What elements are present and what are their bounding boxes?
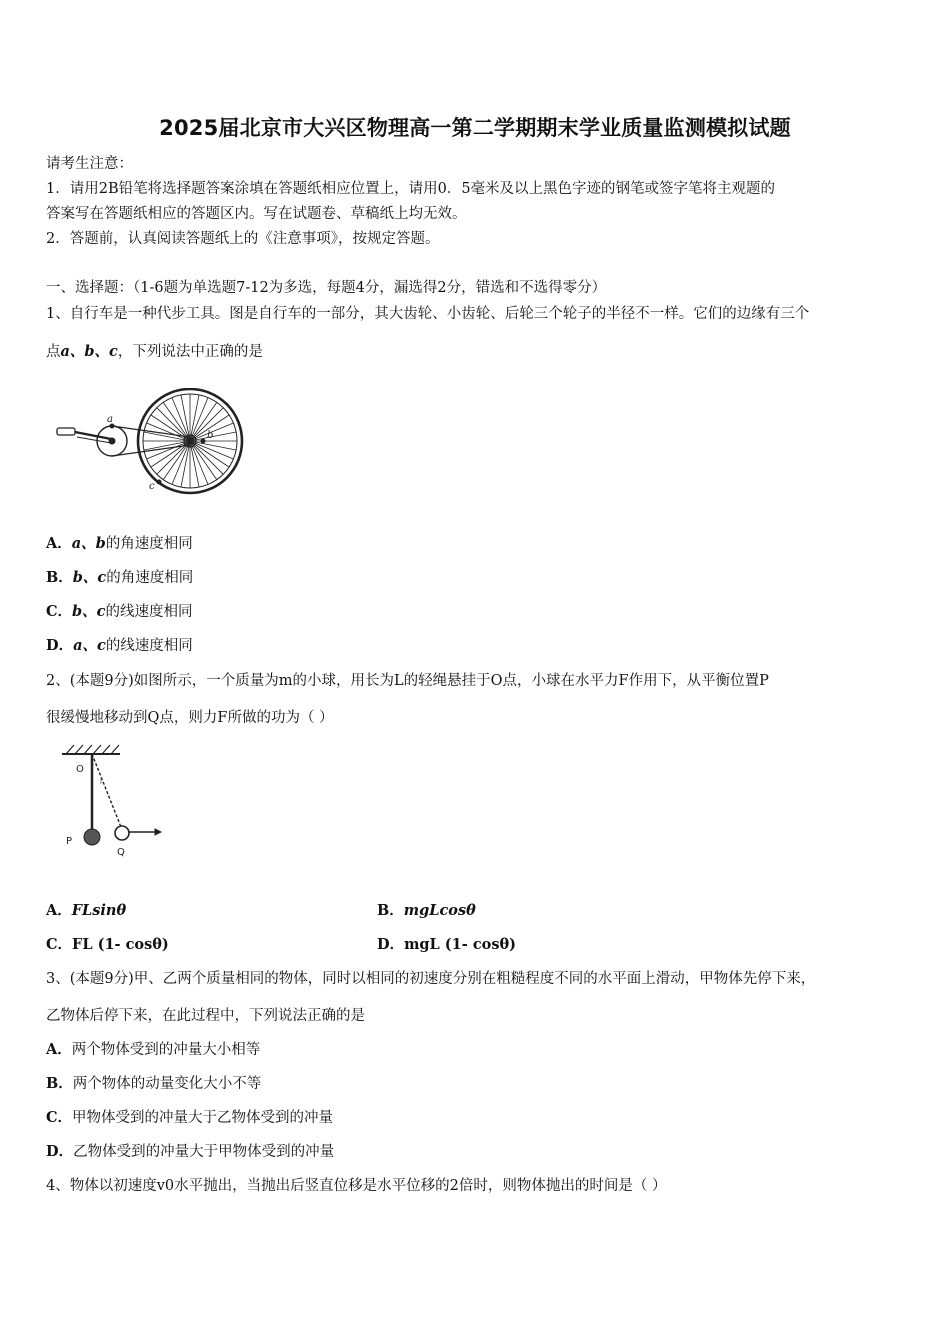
pendulum-figure [58,742,168,862]
q2-option-c-key: C． [46,936,73,953]
q2-option-c-text: FL (1- cosθ) [72,936,169,953]
q1-option-c-vars: b、c [72,603,106,620]
bicycle-figure [55,388,250,498]
q1-line-2-prefix: 点 [46,344,61,360]
fig2-label-q: Q [117,847,125,858]
q2-option-d-text: mgL (1- cosθ) [404,936,517,953]
fig1-label-a: a [107,414,113,425]
q1-option-d-key: D． [46,637,74,654]
fig2-label-o: O [76,764,84,775]
q4-line-1: 4、物体以初速度v0水平抛出，当抛出后竖直位移是水平位移的2倍时，则物体抛出的时间是（ ） [46,1178,667,1194]
q3-line-1: 3、(本题9分)甲、乙两个质量相同的物体，同时以相同的初速度分别在粗糙程度不同的水平面上滑动，甲物体先停下来， [46,971,816,987]
page-title: 2025届北京市大兴区物理高一第二学期期末学业质量监测模拟试题 [159,116,791,140]
q3-option-c [46,1106,333,1127]
q1-line-2-suffix: ，下列说法中正确的是 [117,344,263,360]
q2-option-d [377,933,516,954]
section-heading: 一、选择题：（1-6题为单选题7-12为多选，每题4分，漏选得2分，错选和不选得零分） [46,280,607,296]
q1-option-b-key: B． [46,569,73,586]
q1-option-d-vars: a、c [73,637,106,654]
q1-option-c [46,600,193,621]
q2-option-b-key: B． [377,902,404,919]
q3-line-2: 乙物体后停下来，在此过程中，下列说法正确的是 [46,1008,365,1024]
q2-option-b [377,899,476,920]
q1-option-c-text: 的线速度相同 [105,604,193,620]
q1-line-1: 1、自行车是一种代步工具。图是自行车的一部分，其大齿轮、小齿轮、后轮三个轮子的半径不一样。它们的边缘有三个 [46,306,810,322]
q3-option-b-text: 两个物体的动量变化大小不等 [72,1076,262,1092]
q3-option-d-text: 乙物体受到的冲量大于甲物体受到的冲量 [73,1144,335,1160]
notice-line-1: 1．请用2B铅笔将选择题答案涂填在答题纸相应位置上，请用0．5毫米及以上黑色字迹的钢笔或签字笔将主观题的 [46,181,776,197]
q1-option-b [46,566,193,587]
q3-option-c-text: 甲物体受到的冲量大于乙物体受到的冲量 [72,1110,334,1126]
q3-option-d-key: D． [46,1143,74,1160]
q1-option-a-vars: a、b [71,535,106,552]
q1-option-b-vars: b、c [72,569,107,586]
q2-option-a-text: FLsinθ [71,902,127,919]
q3-option-b [46,1072,261,1093]
q3-option-a-text: 两个物体受到的冲量大小相等 [71,1042,261,1058]
q2-option-a [46,899,126,920]
q2-option-b-text: mgLcosθ [403,902,476,919]
q1-line-2-vars: a、b、c [60,343,118,360]
q2-line-1: 2、(本题9分)如图所示，一个质量为m的小球，用长为L的轻绳悬挂于O点，小球在水平力F作用下，从平衡位置P [46,673,769,689]
q3-option-d [46,1140,334,1161]
q1-option-d [46,634,193,655]
notice-line-2: 答案写在答题纸相应的答题区内。写在试题卷、草稿纸上均无效。 [46,206,467,222]
q2-line-2: 很缓慢地移动到Q点，则力F所做的功为（ ） [46,710,334,726]
q2-option-c [46,933,169,954]
fig2-label-p: P [66,836,73,847]
q3-option-c-key: C． [46,1109,73,1126]
q3-option-b-key: B． [46,1075,73,1092]
q1-option-a [46,532,193,553]
notice-line-3: 2．答题前，认真阅读答题纸上的《注意事项》，按规定答题。 [46,231,440,247]
q1-line-2 [46,340,263,361]
q3-option-a [46,1038,260,1059]
notice-heading: 请考生注意： [46,156,133,172]
q1-option-a-text: 的角速度相同 [105,536,193,552]
q3-option-a-key: A． [46,1041,72,1058]
q1-option-b-text: 的角速度相同 [106,570,194,586]
q2-option-a-key: A． [46,902,72,919]
fig1-label-b: b [207,430,214,441]
fig1-label-c: c [149,481,155,492]
q1-option-c-key: C． [46,603,73,620]
q1-option-d-text: 的线速度相同 [105,638,193,654]
fig2-label-l: l [100,778,102,786]
q2-option-d-key: D． [377,936,405,953]
q1-option-a-key: A． [46,535,72,552]
